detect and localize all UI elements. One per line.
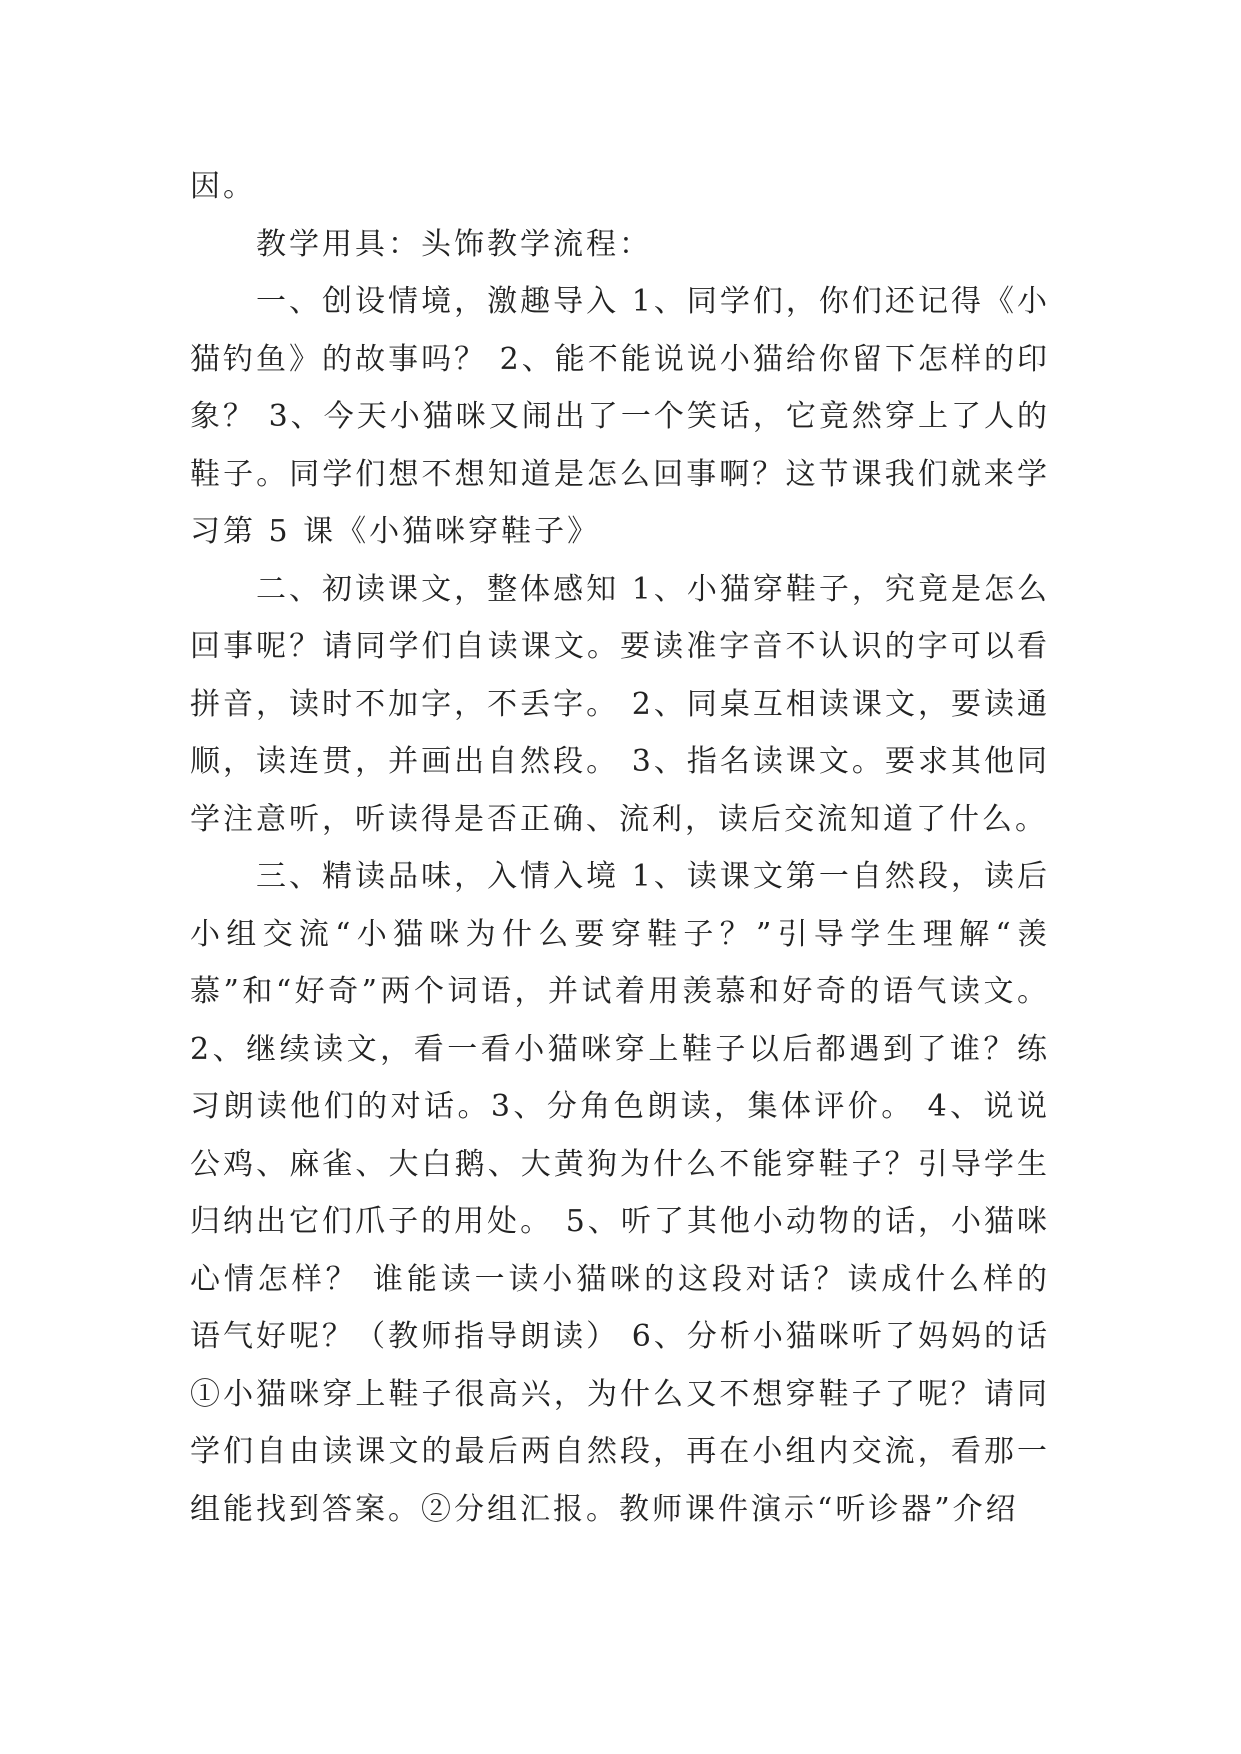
paragraph-teaching-tools: 教学用具：头饰教学流程： — [256, 226, 652, 262]
paragraph-section-two: 二、初读课文，整体感知 1、小猫穿鞋子，究竟是怎么回事呢？请同学们自读课文。要读准字音不认识的字可以看拼音，读时不加字，不丢字。 2、同桌互相读课文，要读通顺，读连贯，并画出自然段。 3、指名读课文。要求其他同学注意听，听读得是否正确、流利，读后交流知道了什么。 — [190, 571, 1050, 837]
document-body — [190, 158, 1050, 1538]
paragraph-section-three: 三、精读品味，入情入境 1、读课文第一自然段，读后小组交流“小猫咪为什么要穿鞋子？”引导学生理解“羡慕”和“好奇”两个词语，并试着用羡慕和好奇的语气读文。 2、继续读文，看一看小猫咪穿上鞋子以后都遇到了谁？练习朗读他们的对话。3、分角色朗读，集体评价。 4、说说公鸡、麻雀、大白鹅、大黄狗为什么不能穿鞋子？引导学生归纳出它们爪子的用处。 5、听了其他小动物的话，小猫咪心情怎样？ 谁能读一读小猫咪的这段对话？读成什么样的语气好呢？（教师指导朗读） 6、分析小猫咪听了妈妈的话①小猫咪穿上鞋子很高兴，为什么又不想穿鞋子了呢？请同学们自由读课文的最后两自然段，再在小组内交流，看那一组能找到答案。②分组汇报。教师课件演示“听诊器”介绍 — [190, 859, 1050, 1527]
paragraph-section-one: 一、创设情境，激趣导入 1、同学们，你们还记得《小猫钓鱼》的故事吗？ 2、能不能说说小猫给你留下怎样的印象？ 3、今天小猫咪又闹出了一个笑话，它竟然穿上了人的鞋子。同学们想不想知道是怎么回事啊？这节课我们就来学习第 5 课《小猫咪穿鞋子》 — [190, 284, 1050, 549]
paragraph-1: 因。 — [190, 169, 256, 204]
